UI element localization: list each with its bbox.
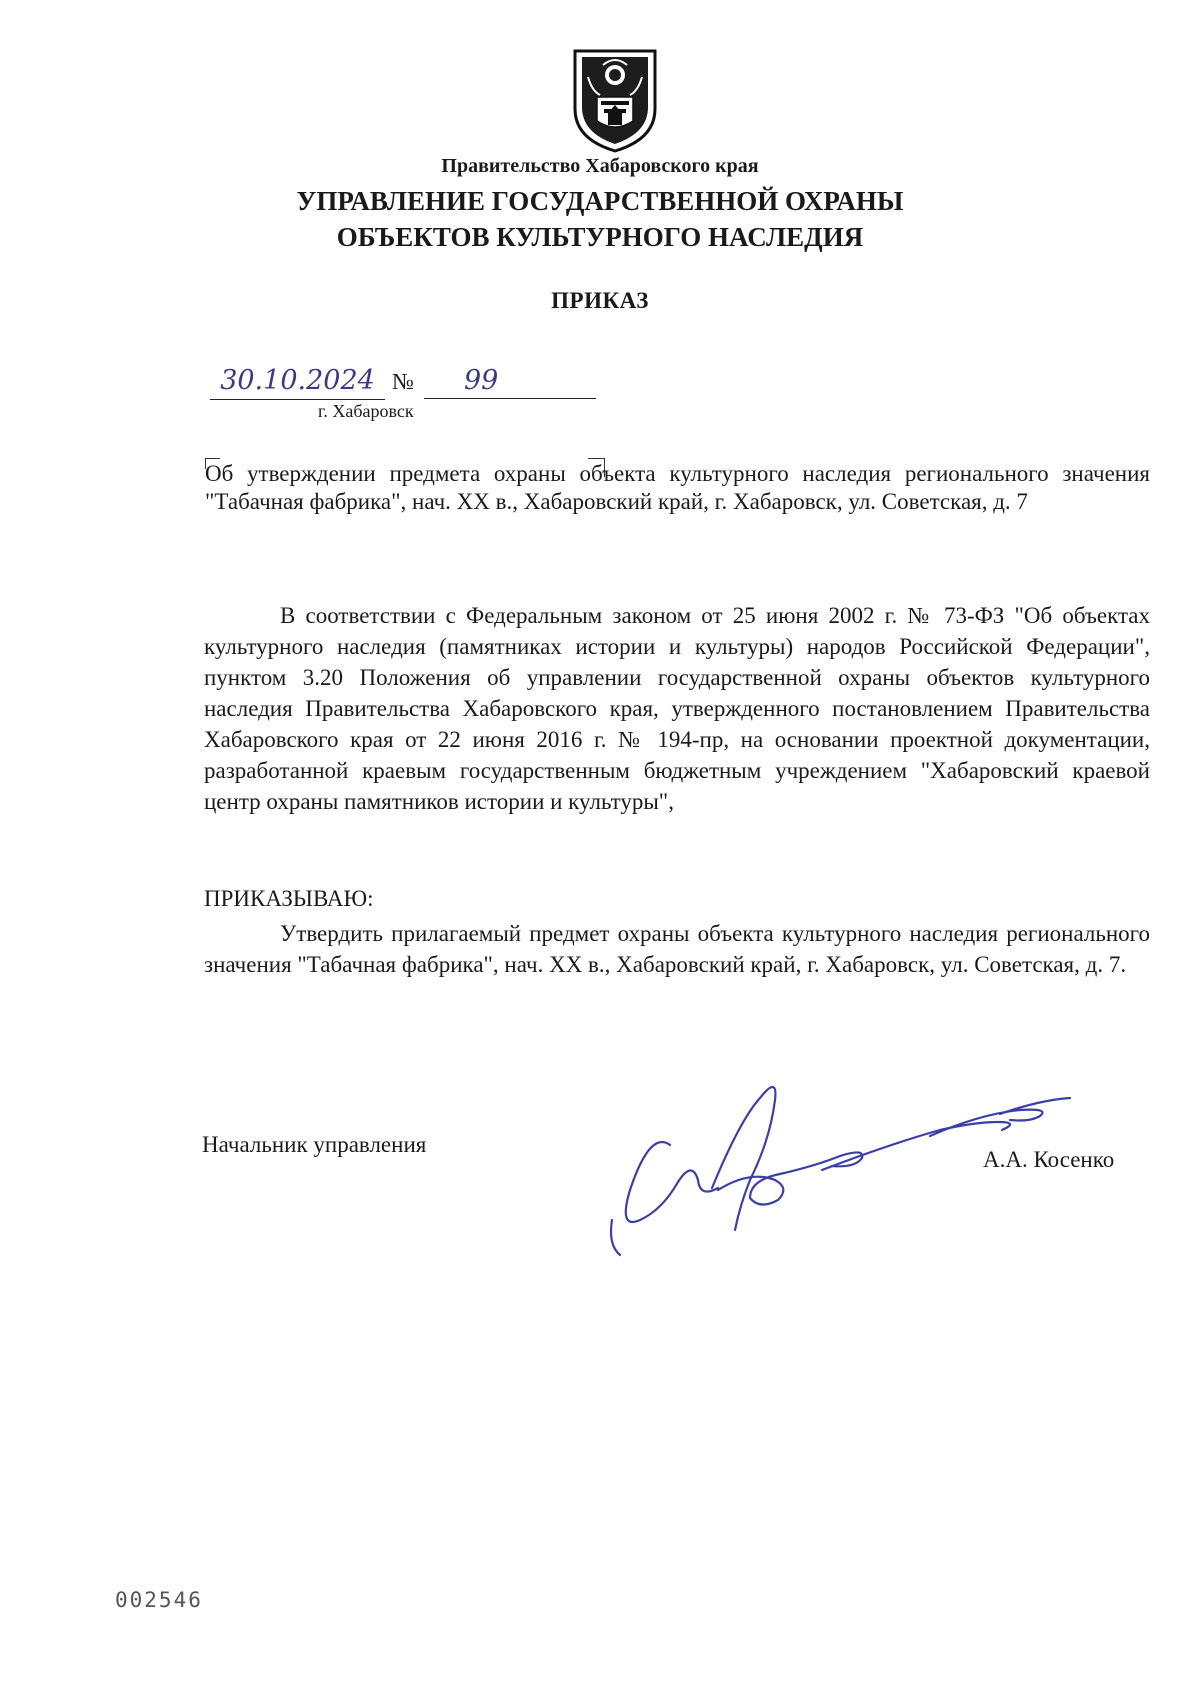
document-type: ПРИКАЗ	[551, 288, 649, 313]
order-subject: Об утверждении предмета охраны объекта культурного наследия регионального значения "Табачная фабрика", нач. XX в., Хабаровский край, г. Хабаровск, ул. Советская, д. 7	[205, 461, 1150, 514]
coat-of-arms-icon	[570, 47, 660, 153]
document-serial-number: 002546	[115, 1588, 203, 1612]
issue-city: г. Хабаровск	[318, 401, 414, 421]
order-paragraph: Утвердить прилагаемый предмет охраны объекта культурного наследия регионального значения "Табачная фабрика", нач. XX в., Хабаровский край, г. Хабаровск, ул. Советская, д. 7.	[204, 921, 1150, 977]
department-line-1: УПРАВЛЕНИЕ ГОСУДАРСТВЕННОЙ ОХРАНЫ	[296, 186, 904, 216]
department-line-2: ОБЪЕКТОВ КУЛЬТУРНОГО НАСЛЕДИЯ	[336, 222, 864, 252]
order-date: 30.10.2024	[210, 363, 385, 400]
order-number: 99	[424, 363, 596, 399]
government-name: Правительство Хабаровского края	[441, 155, 759, 177]
signatory-position: Начальник управления	[202, 1132, 427, 1157]
order-command: ПРИКАЗЫВАЮ:	[204, 886, 374, 911]
number-sign: №	[392, 369, 414, 394]
department-name	[0, 183, 1200, 255]
signatory-name: А.А. Косенко	[983, 1147, 1115, 1172]
preamble-paragraph: В соответствии с Федеральным законом от 25 июня 2002 г. № 73-ФЗ "Об объектах культурного наследия (памятниках истории и культуры) народов Российской Федерации", пунктом 3.20 Положения об управлении государственной охраны объектов культурного наследия Правительства Хабаровского края, утвержденного постановлением Правительства Хабаровского края от 22 июня 2016 г. № 194-пр, на основании проектной документации, разработанной краевым государственным бюджетным учреждением "Хабаровский краевой центр охраны памятников истории и культуры",	[204, 603, 1150, 814]
